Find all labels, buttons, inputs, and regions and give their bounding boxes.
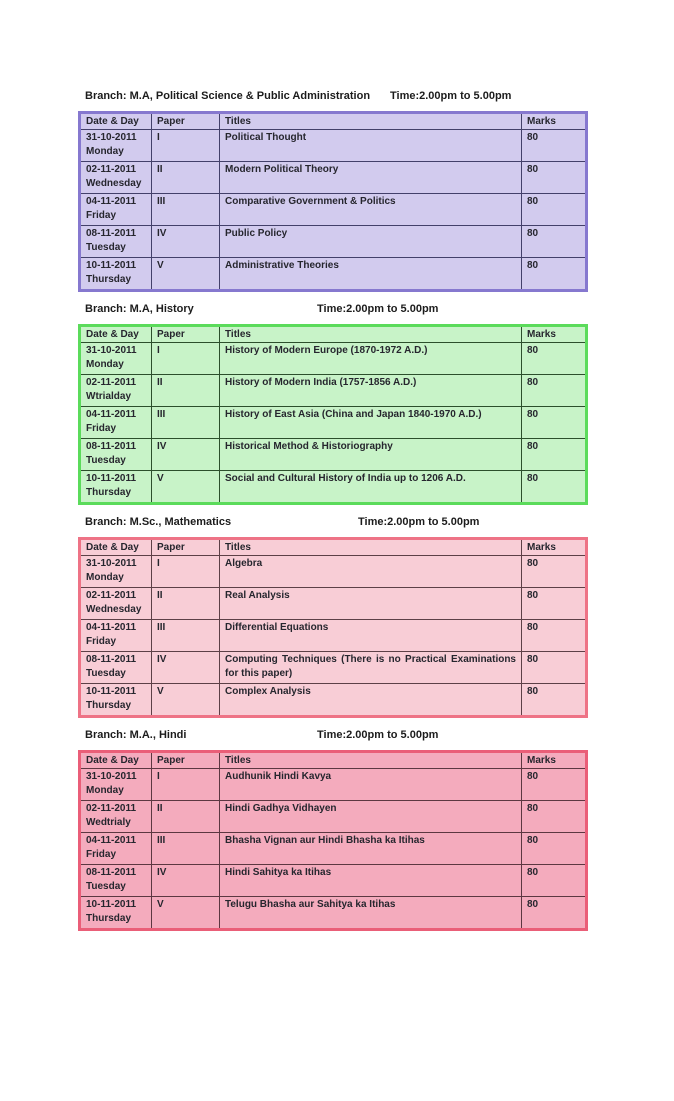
date-day-cell-text: 04-11-2011	[86, 196, 137, 207]
date-day-cell	[80, 130, 152, 162]
col-header-marks: Marks	[522, 326, 587, 343]
marks-cell-text: 80	[527, 686, 539, 697]
date-day-cell	[80, 897, 152, 930]
marks-cell-text: 80	[527, 835, 539, 846]
date-day-cell-text: Wedtrialy	[86, 817, 131, 828]
title-cell-text: History of Modern Europe (1870-1972 A.D.)	[225, 345, 428, 356]
date-day-cell-text: 08-11-2011	[86, 654, 137, 665]
col-header-marks: Marks	[522, 113, 587, 130]
paper-cell-text: II	[157, 377, 163, 388]
paper-cell	[152, 652, 220, 684]
branch-title: Branch: M.A, Political Science & Public Administration	[85, 90, 371, 102]
date-day-cell-text: Tuesday	[86, 881, 126, 892]
marks-cell	[522, 620, 587, 652]
table-row	[80, 162, 587, 194]
table-row	[80, 769, 587, 801]
paper-cell	[152, 407, 220, 439]
marks-cell	[522, 439, 587, 471]
paper-cell-text: I	[157, 558, 160, 569]
paper-cell	[152, 471, 220, 504]
timetable-mathematics	[78, 537, 588, 718]
paper-cell	[152, 130, 220, 162]
section-history	[78, 303, 585, 505]
date-day-cell	[80, 375, 152, 407]
paper-cell-text: V	[157, 473, 164, 484]
title-cell-text: Bhasha Vignan aur Hindi Bhasha ka Itihas	[225, 835, 425, 846]
marks-cell-text: 80	[527, 441, 539, 452]
title-cell-text: Complex Analysis	[225, 686, 311, 697]
date-day-cell-text: 10-11-2011	[86, 260, 137, 271]
date-day-cell	[80, 588, 152, 620]
marks-cell-text: 80	[527, 132, 539, 143]
table-row	[80, 471, 587, 504]
table-row	[80, 684, 587, 717]
date-day-cell	[80, 194, 152, 226]
table-body	[80, 769, 587, 930]
date-day-cell	[80, 407, 152, 439]
col-header-paper: Paper	[152, 539, 220, 556]
table-row	[80, 439, 587, 471]
date-day-cell-text: 31-10-2011	[86, 771, 137, 782]
title-cell	[220, 375, 522, 407]
marks-cell-text: 80	[527, 473, 539, 484]
date-day-cell	[80, 833, 152, 865]
marks-cell	[522, 258, 587, 291]
date-day-cell	[80, 343, 152, 375]
marks-cell	[522, 226, 587, 258]
date-day-cell-text: 08-11-2011	[86, 867, 137, 878]
col-header-marks: Marks	[522, 752, 587, 769]
col-header-date-day: Date & Day	[80, 326, 152, 343]
date-day-cell-text: Tuesday	[86, 242, 126, 253]
title-cell-text: Modern Political Theory	[225, 164, 339, 175]
col-header-paper: Paper	[152, 326, 220, 343]
date-day-cell-text: Thursday	[86, 274, 132, 285]
marks-cell-text: 80	[527, 228, 539, 239]
col-header-date-day: Date & Day	[80, 113, 152, 130]
table-row	[80, 343, 587, 375]
section-heading	[78, 303, 585, 317]
header-row	[80, 539, 587, 556]
paper-cell-text: II	[157, 164, 163, 175]
timetable-hindi	[78, 750, 588, 931]
marks-cell	[522, 833, 587, 865]
date-day-cell-text: 31-10-2011	[86, 558, 137, 569]
table-row	[80, 407, 587, 439]
table-row	[80, 258, 587, 291]
title-cell	[220, 865, 522, 897]
date-day-cell-text: 02-11-2011	[86, 377, 137, 388]
date-day-cell-text: Thursday	[86, 487, 132, 498]
title-cell-text: Hindi Gadhya Vidhayen	[225, 803, 337, 814]
marks-cell-text: 80	[527, 590, 539, 601]
marks-cell-text: 80	[527, 260, 539, 271]
paper-cell-text: III	[157, 409, 166, 420]
table-body	[80, 130, 587, 291]
table-body	[80, 343, 587, 504]
branch-title: Branch: M.A, History	[85, 303, 194, 315]
date-day-cell	[80, 226, 152, 258]
date-day-cell-text: Monday	[86, 359, 124, 370]
paper-cell-text: V	[157, 260, 164, 271]
col-header-date-day: Date & Day	[80, 752, 152, 769]
table-row	[80, 620, 587, 652]
table-row	[80, 226, 587, 258]
title-cell-text: Telugu Bhasha aur Sahitya ka Itihas	[225, 899, 396, 910]
title-cell	[220, 194, 522, 226]
paper-cell	[152, 801, 220, 833]
title-cell	[220, 439, 522, 471]
marks-cell-text: 80	[527, 558, 539, 569]
paper-cell-text: V	[157, 899, 164, 910]
col-header-paper: Paper	[152, 752, 220, 769]
marks-cell-text: 80	[527, 377, 539, 388]
marks-cell-text: 80	[527, 164, 539, 175]
paper-cell	[152, 897, 220, 930]
date-day-cell	[80, 439, 152, 471]
title-cell-text: History of East Asia (China and Japan 1840-1970 A.D.)	[225, 409, 482, 420]
date-day-cell-text: 04-11-2011	[86, 409, 137, 420]
timetable-political-science	[78, 111, 588, 292]
header-row	[80, 113, 587, 130]
date-day-cell-text: 02-11-2011	[86, 803, 137, 814]
table-row	[80, 588, 587, 620]
marks-cell-text: 80	[527, 345, 539, 356]
date-day-cell-text: Wednesday	[86, 178, 142, 189]
date-day-cell-text: 08-11-2011	[86, 228, 137, 239]
table-row	[80, 801, 587, 833]
date-day-cell	[80, 258, 152, 291]
title-cell	[220, 407, 522, 439]
title-cell	[220, 897, 522, 930]
date-day-cell-text: 10-11-2011	[86, 899, 137, 910]
marks-cell-text: 80	[527, 196, 539, 207]
marks-cell	[522, 556, 587, 588]
paper-cell-text: I	[157, 132, 160, 143]
date-day-cell-text: Monday	[86, 785, 124, 796]
paper-cell-text: IV	[157, 867, 167, 878]
header-row	[80, 326, 587, 343]
title-cell-text: Algebra	[225, 558, 263, 569]
date-day-cell	[80, 471, 152, 504]
date-day-cell	[80, 162, 152, 194]
time-label: Time:2.00pm to 5.00pm	[317, 303, 439, 315]
col-header-titles: Titles	[220, 113, 522, 130]
marks-cell	[522, 194, 587, 226]
table-row	[80, 833, 587, 865]
col-header-titles: Titles	[220, 752, 522, 769]
date-day-cell-text: Monday	[86, 572, 124, 583]
paper-cell-text: IV	[157, 654, 167, 665]
date-day-cell-text: 04-11-2011	[86, 622, 137, 633]
table-row	[80, 897, 587, 930]
col-header-titles: Titles	[220, 539, 522, 556]
section-mathematics	[78, 516, 585, 718]
title-cell	[220, 162, 522, 194]
branch-title: Branch: M.A., Hindi	[85, 729, 187, 741]
paper-cell	[152, 769, 220, 801]
title-cell-text: Historical Method & Historiography	[225, 441, 393, 452]
section-political-science	[78, 90, 585, 292]
marks-cell-text: 80	[527, 803, 539, 814]
marks-cell-text: 80	[527, 654, 539, 665]
date-day-cell-text: 31-10-2011	[86, 132, 137, 143]
date-day-cell-text: 04-11-2011	[86, 835, 137, 846]
date-day-cell-text: Wednesday	[86, 604, 142, 615]
timetable-content	[78, 90, 585, 931]
col-header-paper: Paper	[152, 113, 220, 130]
date-day-cell-text: Wtrialday	[86, 391, 132, 402]
marks-cell	[522, 471, 587, 504]
col-header-date-day: Date & Day	[80, 539, 152, 556]
section-hindi	[78, 729, 585, 931]
marks-cell	[522, 407, 587, 439]
title-cell-text: Administrative Theories	[225, 260, 339, 271]
title-cell-text: Real Analysis	[225, 590, 290, 601]
title-cell-text: Comparative Government & Politics	[225, 196, 396, 207]
date-day-cell	[80, 769, 152, 801]
title-cell	[220, 471, 522, 504]
title-cell-text: Audhunik Hindi Kavya	[225, 771, 332, 782]
date-day-cell-text: Friday	[86, 849, 117, 860]
header-row	[80, 752, 587, 769]
time-label: Time:2.00pm to 5.00pm	[358, 516, 480, 528]
title-cell-text: Hindi Sahitya ka Itihas	[225, 867, 332, 878]
title-cell	[220, 130, 522, 162]
marks-cell	[522, 130, 587, 162]
paper-cell-text: V	[157, 686, 164, 697]
paper-cell	[152, 258, 220, 291]
date-day-cell-text: Friday	[86, 210, 117, 221]
paper-cell-text: II	[157, 803, 163, 814]
date-day-cell-text: 02-11-2011	[86, 590, 137, 601]
table-body	[80, 556, 587, 717]
paper-cell-text: II	[157, 590, 163, 601]
table-row	[80, 194, 587, 226]
timetable-history	[78, 324, 588, 505]
paper-cell-text: IV	[157, 441, 167, 452]
date-day-cell-text: Friday	[86, 636, 117, 647]
marks-cell	[522, 652, 587, 684]
paper-cell	[152, 684, 220, 717]
table-row	[80, 652, 587, 684]
branch-title: Branch: M.Sc., Mathematics	[85, 516, 232, 528]
date-day-cell-text: Tuesday	[86, 668, 126, 679]
title-cell	[220, 588, 522, 620]
date-day-cell-text: Monday	[86, 146, 124, 157]
paper-cell-text: III	[157, 835, 166, 846]
paper-cell	[152, 833, 220, 865]
title-cell-text: Political Thought	[225, 132, 307, 143]
paper-cell	[152, 588, 220, 620]
paper-cell	[152, 865, 220, 897]
date-day-cell-text: 31-10-2011	[86, 345, 137, 356]
table-row	[80, 556, 587, 588]
title-cell-text: Differential Equations	[225, 622, 329, 633]
table-row	[80, 865, 587, 897]
paper-cell	[152, 439, 220, 471]
title-cell-text: Social and Cultural History of India up to 1206 A.D.	[225, 473, 466, 484]
table-row	[80, 130, 587, 162]
date-day-cell-text: 08-11-2011	[86, 441, 137, 452]
marks-cell-text: 80	[527, 899, 539, 910]
paper-cell	[152, 162, 220, 194]
date-day-cell-text: Thursday	[86, 913, 132, 924]
marks-cell-text: 80	[527, 771, 539, 782]
title-cell-text: Public Policy	[225, 228, 288, 239]
marks-cell	[522, 801, 587, 833]
title-cell	[220, 769, 522, 801]
date-day-cell-text: 10-11-2011	[86, 473, 137, 484]
marks-cell	[522, 343, 587, 375]
marks-cell	[522, 897, 587, 930]
table-row	[80, 375, 587, 407]
marks-cell	[522, 162, 587, 194]
paper-cell-text: IV	[157, 228, 167, 239]
col-header-marks: Marks	[522, 539, 587, 556]
marks-cell	[522, 865, 587, 897]
paper-cell	[152, 620, 220, 652]
paper-cell	[152, 375, 220, 407]
date-day-cell-text: Tuesday	[86, 455, 126, 466]
date-day-cell	[80, 652, 152, 684]
date-day-cell-text: Thursday	[86, 700, 132, 711]
date-day-cell	[80, 865, 152, 897]
marks-cell-text: 80	[527, 622, 539, 633]
title-cell	[220, 652, 522, 684]
title-cell	[220, 801, 522, 833]
marks-cell-text: 80	[527, 409, 539, 420]
paper-cell-text: III	[157, 196, 166, 207]
marks-cell-text: 80	[527, 867, 539, 878]
paper-cell-text: I	[157, 345, 160, 356]
paper-cell	[152, 343, 220, 375]
date-day-cell-text: 02-11-2011	[86, 164, 137, 175]
title-cell	[220, 343, 522, 375]
marks-cell	[522, 375, 587, 407]
marks-cell	[522, 684, 587, 717]
marks-cell	[522, 588, 587, 620]
section-heading	[78, 729, 585, 743]
paper-cell	[152, 194, 220, 226]
date-day-cell-text: 10-11-2011	[86, 686, 137, 697]
time-label: Time:2.00pm to 5.00pm	[390, 90, 512, 102]
time-label: Time:2.00pm to 5.00pm	[317, 729, 439, 741]
paper-cell-text: III	[157, 622, 166, 633]
title-cell-text: Computing Techniques (There is no Practical Examinations for this paper)	[225, 654, 516, 679]
date-day-cell	[80, 556, 152, 588]
col-header-titles: Titles	[220, 326, 522, 343]
date-day-cell	[80, 620, 152, 652]
section-heading	[78, 516, 585, 530]
title-cell	[220, 556, 522, 588]
title-cell-text: History of Modern India (1757-1856 A.D.)	[225, 377, 417, 388]
paper-cell	[152, 556, 220, 588]
date-day-cell	[80, 684, 152, 717]
title-cell	[220, 620, 522, 652]
paper-cell	[152, 226, 220, 258]
date-day-cell	[80, 801, 152, 833]
title-cell	[220, 833, 522, 865]
section-heading	[78, 90, 585, 104]
title-cell	[220, 226, 522, 258]
paper-cell-text: I	[157, 771, 160, 782]
title-cell	[220, 684, 522, 717]
date-day-cell-text: Friday	[86, 423, 117, 434]
marks-cell	[522, 769, 587, 801]
title-cell	[220, 258, 522, 291]
